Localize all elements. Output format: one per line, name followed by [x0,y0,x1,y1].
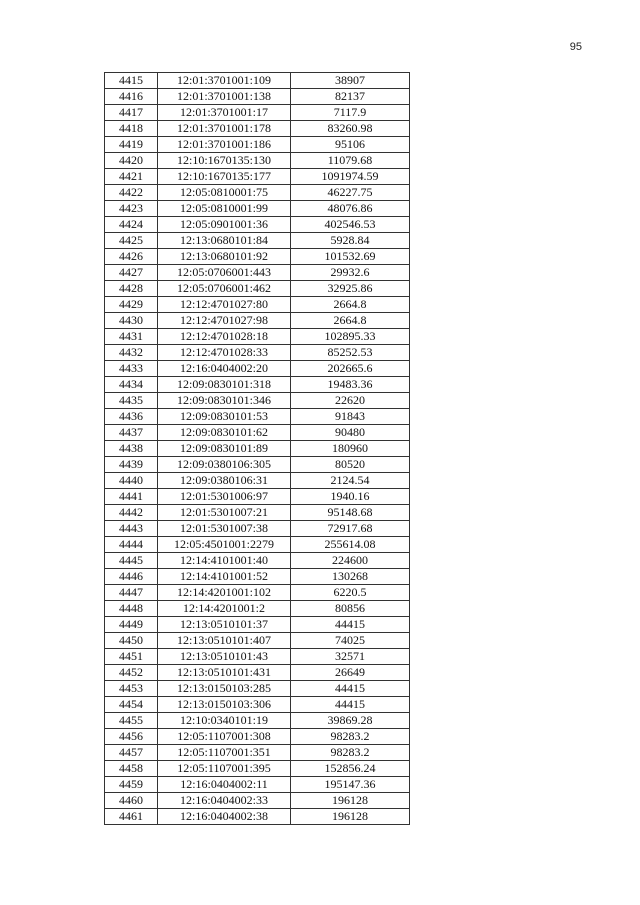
table-row [105,649,410,665]
table-row [105,777,410,793]
row-number-cell: 4438 [105,441,158,457]
value-cell: 95106 [291,137,410,153]
value-cell: 32925.86 [291,281,410,297]
cadastral-number-cell: 12:05:0706001:443 [158,265,291,281]
cadastral-number-cell: 12:09:0380106:305 [158,457,291,473]
cadastral-number-cell: 12:01:3701001:138 [158,89,291,105]
row-number-cell: 4429 [105,297,158,313]
value-cell: 1091974.59 [291,169,410,185]
row-number-cell: 4445 [105,553,158,569]
row-number-cell: 4434 [105,377,158,393]
value-cell: 29932.6 [291,265,410,281]
row-number-cell: 4422 [105,185,158,201]
row-number-cell: 4428 [105,281,158,297]
table-row [105,297,410,313]
row-number-cell: 4451 [105,649,158,665]
value-cell: 196128 [291,809,410,825]
value-cell: 83260.98 [291,121,410,137]
table-row [105,153,410,169]
value-cell: 46227.75 [291,185,410,201]
value-cell: 32571 [291,649,410,665]
value-cell: 91843 [291,409,410,425]
table-body [105,73,410,825]
table-row [105,217,410,233]
row-number-cell: 4423 [105,201,158,217]
cadastral-number-cell: 12:09:0830101:318 [158,377,291,393]
table-row [105,361,410,377]
value-cell: 85252.53 [291,345,410,361]
table-row [105,809,410,825]
table-row [105,105,410,121]
cadastral-number-cell: 12:01:3701001:109 [158,73,291,89]
table-row [105,553,410,569]
row-number-cell: 4421 [105,169,158,185]
row-number-cell: 4446 [105,569,158,585]
value-cell: 196128 [291,793,410,809]
row-number-cell: 4439 [105,457,158,473]
value-cell: 102895.33 [291,329,410,345]
cadastral-value-table [104,72,410,825]
table-row [105,73,410,89]
cadastral-number-cell: 12:01:5301007:21 [158,505,291,521]
row-number-cell: 4417 [105,105,158,121]
cadastral-number-cell: 12:10:0340101:19 [158,713,291,729]
value-cell: 19483.36 [291,377,410,393]
value-cell: 402546.53 [291,217,410,233]
row-number-cell: 4435 [105,393,158,409]
cadastral-number-cell: 12:13:0510101:431 [158,665,291,681]
cadastral-number-cell: 12:10:1670135:130 [158,153,291,169]
cadastral-number-cell: 12:13:0510101:43 [158,649,291,665]
cadastral-number-cell: 12:05:0810001:99 [158,201,291,217]
cadastral-number-cell: 12:14:4101001:40 [158,553,291,569]
cadastral-number-cell: 12:12:4701028:18 [158,329,291,345]
table-row [105,617,410,633]
value-cell: 26649 [291,665,410,681]
value-cell: 80520 [291,457,410,473]
cadastral-number-cell: 12:05:0810001:75 [158,185,291,201]
cadastral-number-cell: 12:16:0404002:11 [158,777,291,793]
value-cell: 2664.8 [291,297,410,313]
row-number-cell: 4443 [105,521,158,537]
cadastral-number-cell: 12:16:0404002:38 [158,809,291,825]
value-cell: 95148.68 [291,505,410,521]
cadastral-number-cell: 12:09:0830101:346 [158,393,291,409]
cadastral-number-cell: 12:10:1670135:177 [158,169,291,185]
table-row [105,169,410,185]
cadastral-number-cell: 12:09:0380106:31 [158,473,291,489]
cadastral-number-cell: 12:05:4501001:2279 [158,537,291,553]
value-cell: 5928.84 [291,233,410,249]
table-row [105,569,410,585]
value-cell: 44415 [291,681,410,697]
table-row [105,345,410,361]
cadastral-number-cell: 12:12:4701027:98 [158,313,291,329]
value-cell: 152856.24 [291,761,410,777]
table-row [105,745,410,761]
row-number-cell: 4448 [105,601,158,617]
row-number-cell: 4442 [105,505,158,521]
cadastral-number-cell: 12:14:4101001:52 [158,569,291,585]
page-number: 95 [569,41,582,53]
value-cell: 98283.2 [291,745,410,761]
cadastral-number-cell: 12:13:0510101:407 [158,633,291,649]
row-number-cell: 4444 [105,537,158,553]
cadastral-number-cell: 12:01:3701001:186 [158,137,291,153]
cadastral-number-cell: 12:05:1107001:351 [158,745,291,761]
row-number-cell: 4450 [105,633,158,649]
value-cell: 1940.16 [291,489,410,505]
row-number-cell: 4452 [105,665,158,681]
row-number-cell: 4418 [105,121,158,137]
cadastral-number-cell: 12:09:0830101:53 [158,409,291,425]
table-row [105,89,410,105]
value-cell: 224600 [291,553,410,569]
table-row [105,409,410,425]
row-number-cell: 4461 [105,809,158,825]
row-number-cell: 4455 [105,713,158,729]
value-cell: 2664.8 [291,313,410,329]
cadastral-number-cell: 12:13:0150103:306 [158,697,291,713]
cadastral-number-cell: 12:01:5301006:97 [158,489,291,505]
table-row [105,265,410,281]
value-cell: 202665.6 [291,361,410,377]
table-row [105,697,410,713]
value-cell: 44415 [291,697,410,713]
table-row [105,185,410,201]
cadastral-number-cell: 12:13:0680101:92 [158,249,291,265]
value-cell: 98283.2 [291,729,410,745]
row-number-cell: 4456 [105,729,158,745]
row-number-cell: 4441 [105,489,158,505]
value-cell: 39869.28 [291,713,410,729]
table-row [105,665,410,681]
table-row [105,329,410,345]
cadastral-number-cell: 12:05:0706001:462 [158,281,291,297]
value-cell: 74025 [291,633,410,649]
table-row [105,281,410,297]
table-row [105,633,410,649]
value-cell: 44415 [291,617,410,633]
cadastral-number-cell: 12:05:1107001:308 [158,729,291,745]
table-row [105,201,410,217]
cadastral-number-cell: 12:13:0510101:37 [158,617,291,633]
row-number-cell: 4454 [105,697,158,713]
cadastral-number-cell: 12:05:1107001:395 [158,761,291,777]
row-number-cell: 4458 [105,761,158,777]
cadastral-number-cell: 12:05:0901001:36 [158,217,291,233]
row-number-cell: 4447 [105,585,158,601]
row-number-cell: 4431 [105,329,158,345]
value-cell: 82137 [291,89,410,105]
table-row [105,537,410,553]
cadastral-number-cell: 12:01:3701001:178 [158,121,291,137]
row-number-cell: 4420 [105,153,158,169]
cadastral-number-cell: 12:14:4201001:102 [158,585,291,601]
table-row [105,441,410,457]
table-row [105,793,410,809]
table-row [105,393,410,409]
table-row [105,233,410,249]
row-number-cell: 4453 [105,681,158,697]
row-number-cell: 4440 [105,473,158,489]
table-row [105,377,410,393]
value-cell: 22620 [291,393,410,409]
row-number-cell: 4427 [105,265,158,281]
table-row [105,601,410,617]
row-number-cell: 4437 [105,425,158,441]
value-cell: 101532.69 [291,249,410,265]
value-cell: 80856 [291,601,410,617]
value-cell: 195147.36 [291,777,410,793]
value-cell: 180960 [291,441,410,457]
row-number-cell: 4430 [105,313,158,329]
row-number-cell: 4433 [105,361,158,377]
row-number-cell: 4457 [105,745,158,761]
table-row [105,729,410,745]
table-row [105,761,410,777]
row-number-cell: 4426 [105,249,158,265]
value-cell: 6220.5 [291,585,410,601]
value-cell: 72917.68 [291,521,410,537]
table-row [105,249,410,265]
table-row [105,473,410,489]
row-number-cell: 4449 [105,617,158,633]
cadastral-number-cell: 12:13:0150103:285 [158,681,291,697]
row-number-cell: 4424 [105,217,158,233]
table-row [105,521,410,537]
value-cell: 90480 [291,425,410,441]
table-row [105,457,410,473]
cadastral-number-cell: 12:01:5301007:38 [158,521,291,537]
row-number-cell: 4415 [105,73,158,89]
cadastral-number-cell: 12:16:0404002:33 [158,793,291,809]
row-number-cell: 4460 [105,793,158,809]
value-cell: 2124.54 [291,473,410,489]
row-number-cell: 4459 [105,777,158,793]
row-number-cell: 4432 [105,345,158,361]
table-row [105,137,410,153]
value-cell: 11079.68 [291,153,410,169]
row-number-cell: 4419 [105,137,158,153]
cadastral-number-cell: 12:01:3701001:17 [158,105,291,121]
table-row [105,681,410,697]
row-number-cell: 4416 [105,89,158,105]
table-row [105,713,410,729]
table-row [105,425,410,441]
cadastral-number-cell: 12:13:0680101:84 [158,233,291,249]
cadastral-number-cell: 12:14:4201001:2 [158,601,291,617]
value-cell: 38907 [291,73,410,89]
cadastral-number-cell: 12:09:0830101:89 [158,441,291,457]
cadastral-number-cell: 12:09:0830101:62 [158,425,291,441]
row-number-cell: 4425 [105,233,158,249]
table-row [105,313,410,329]
value-cell: 48076.86 [291,201,410,217]
table-row [105,505,410,521]
value-cell: 7117.9 [291,105,410,121]
cadastral-number-cell: 12:12:4701028:33 [158,345,291,361]
value-cell: 255614.08 [291,537,410,553]
table-row [105,121,410,137]
cadastral-number-cell: 12:16:0404002:20 [158,361,291,377]
row-number-cell: 4436 [105,409,158,425]
table-row [105,489,410,505]
table-row [105,585,410,601]
value-cell: 130268 [291,569,410,585]
cadastral-number-cell: 12:12:4701027:80 [158,297,291,313]
